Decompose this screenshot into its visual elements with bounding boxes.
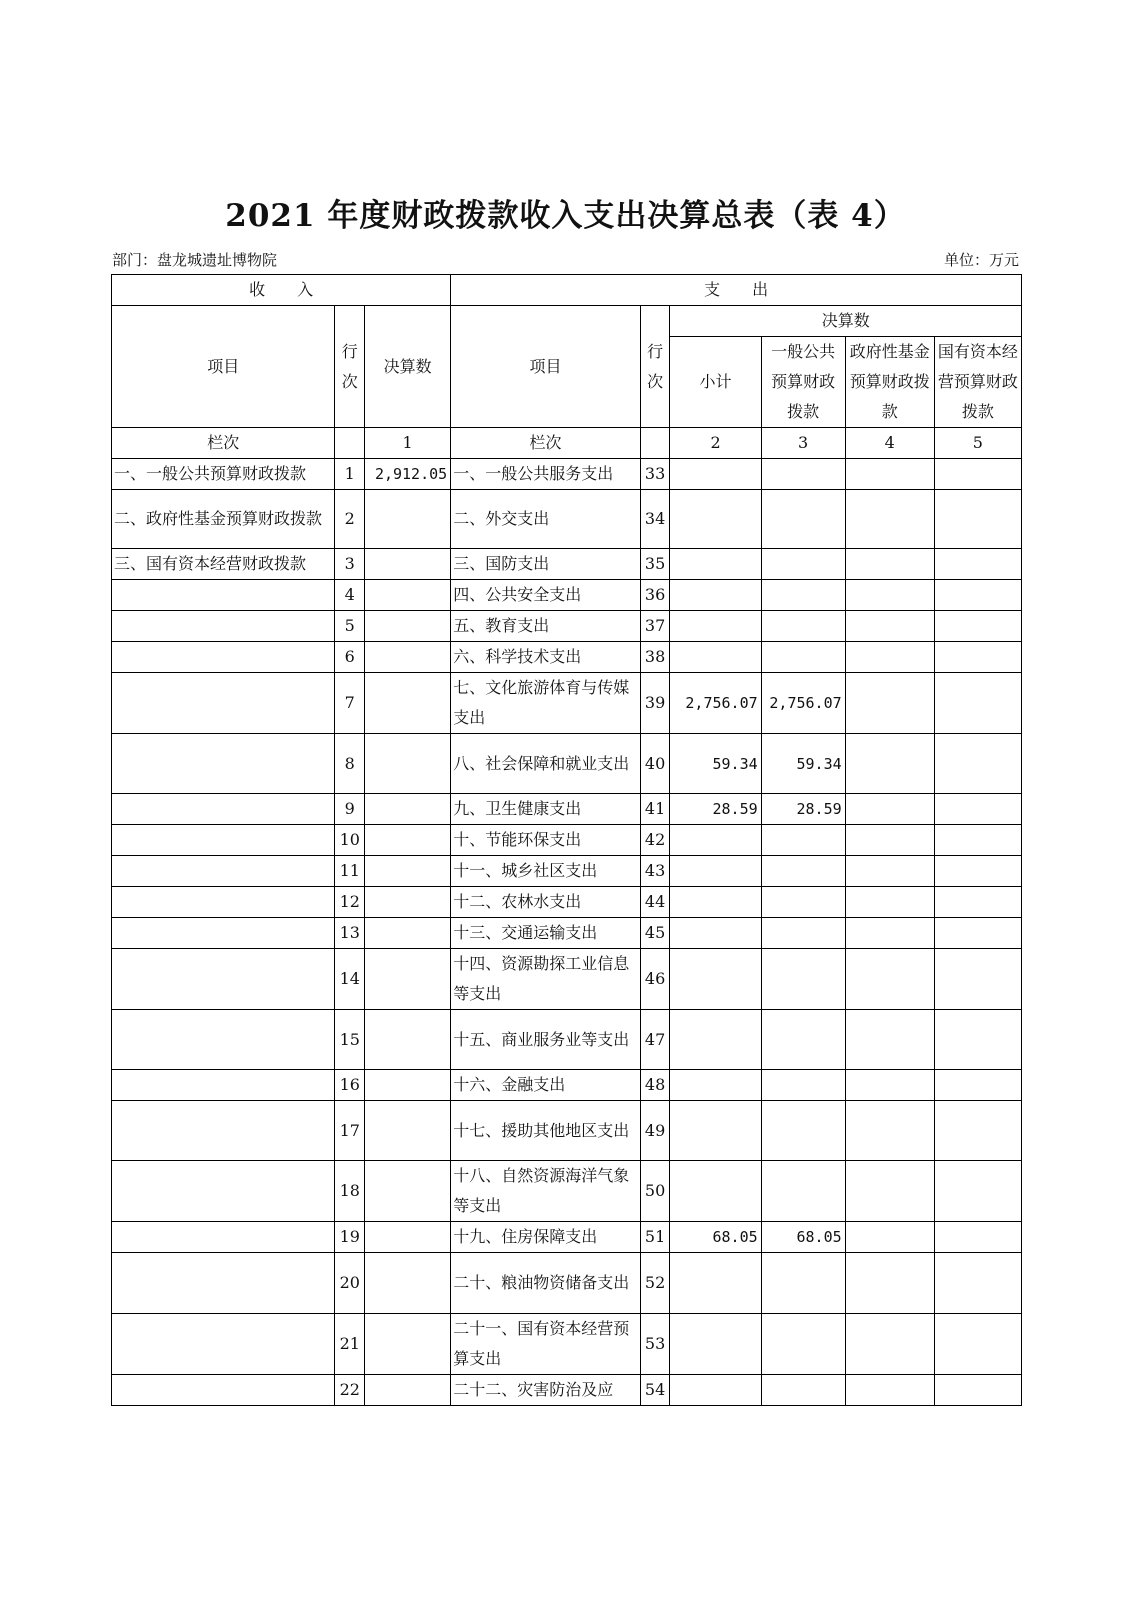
income-item-cell <box>112 611 335 642</box>
income-item-cell <box>112 1222 335 1253</box>
income-amount-cell <box>365 611 451 642</box>
expense-row-no-cell: 50 <box>640 1161 670 1222</box>
general-budget-cell: 59.34 <box>761 734 845 794</box>
income-row-no-cell: 5 <box>335 611 365 642</box>
general-budget-cell <box>761 1314 845 1375</box>
expense-item-cell: 三、国防支出 <box>451 549 641 580</box>
expense-item-cell: 十七、援助其他地区支出 <box>451 1101 641 1161</box>
table-row <box>112 949 1022 1010</box>
income-item-cell: 三、国有资本经营财政拨款 <box>112 549 335 580</box>
subtotal-cell <box>670 549 761 580</box>
column-index-expense-label: 栏次 <box>451 428 641 459</box>
income-amount-cell <box>365 949 451 1010</box>
column-index-5: 5 <box>934 428 1021 459</box>
income-row-no-cell: 15 <box>335 1010 365 1070</box>
state-capital-cell <box>934 949 1021 1010</box>
income-amount-cell <box>365 1161 451 1222</box>
general-budget-cell <box>761 1070 845 1101</box>
table-row <box>112 1375 1022 1406</box>
income-amount-cell <box>365 580 451 611</box>
subtotal-cell <box>670 1070 761 1101</box>
table-row <box>112 673 1022 734</box>
state-capital-cell <box>934 794 1021 825</box>
expense-row-no-cell: 44 <box>640 887 670 918</box>
expense-row-no-cell: 34 <box>640 490 670 549</box>
state-capital-header: 国有资本经营预算财政拨款 <box>934 337 1021 428</box>
income-row-no-cell: 2 <box>335 490 365 549</box>
income-item-cell: 二、政府性基金预算财政拨款 <box>112 490 335 549</box>
expense-row-no-cell: 49 <box>640 1101 670 1161</box>
income-amount-cell <box>365 1222 451 1253</box>
general-budget-cell <box>761 1010 845 1070</box>
subtotal-cell <box>670 1010 761 1070</box>
gov-fund-cell <box>845 825 934 856</box>
table-row <box>112 1222 1022 1253</box>
income-row-no-cell: 11 <box>335 856 365 887</box>
subtotal-cell <box>670 642 761 673</box>
gov-fund-cell <box>845 918 934 949</box>
income-item-cell <box>112 673 335 734</box>
income-row-no-cell: 9 <box>335 794 365 825</box>
income-amount-cell <box>365 490 451 549</box>
income-item-cell <box>112 856 335 887</box>
income-amount-cell <box>365 825 451 856</box>
income-row-no-cell: 19 <box>335 1222 365 1253</box>
expense-item-cell: 十五、商业服务业等支出 <box>451 1010 641 1070</box>
table-row <box>112 1010 1022 1070</box>
income-item-cell <box>112 887 335 918</box>
income-amount-header: 决算数 <box>365 306 451 428</box>
expense-item-cell: 二十二、灾害防治及应 <box>451 1375 641 1406</box>
expense-row-no-cell: 47 <box>640 1010 670 1070</box>
expense-row-no-cell: 41 <box>640 794 670 825</box>
column-index-2: 2 <box>670 428 761 459</box>
state-capital-cell <box>934 673 1021 734</box>
income-row-no-cell: 12 <box>335 887 365 918</box>
income-amount-cell <box>365 549 451 580</box>
subtotal-cell <box>670 856 761 887</box>
gov-fund-cell <box>845 1161 934 1222</box>
general-budget-cell <box>761 1161 845 1222</box>
state-capital-cell <box>934 1222 1021 1253</box>
state-capital-cell <box>934 549 1021 580</box>
gov-fund-cell <box>845 549 934 580</box>
gov-fund-cell <box>845 734 934 794</box>
expense-item-cell: 四、公共安全支出 <box>451 580 641 611</box>
income-row-no-cell: 4 <box>335 580 365 611</box>
table-row <box>112 856 1022 887</box>
expense-row-no-cell: 42 <box>640 825 670 856</box>
state-capital-cell <box>934 1253 1021 1314</box>
gov-fund-cell <box>845 611 934 642</box>
gov-fund-cell <box>845 580 934 611</box>
subtotal-cell: 2,756.07 <box>670 673 761 734</box>
gov-fund-cell <box>845 856 934 887</box>
department-label: 部门：盘龙城遗址博物院 <box>112 251 278 269</box>
income-amount-cell <box>365 1253 451 1314</box>
general-budget-cell <box>761 949 845 1010</box>
expense-row-no-cell: 37 <box>640 611 670 642</box>
expense-item-cell: 七、文化旅游体育与传媒支出 <box>451 673 641 734</box>
income-item-cell <box>112 1314 335 1375</box>
income-row-no-cell: 1 <box>335 459 365 490</box>
income-amount-cell <box>365 918 451 949</box>
gov-fund-cell <box>845 1375 934 1406</box>
subtotal-cell: 28.59 <box>670 794 761 825</box>
budget-summary-table <box>111 274 1022 1406</box>
expense-item-cell: 十二、农林水支出 <box>451 887 641 918</box>
income-item-cell <box>112 734 335 794</box>
table-row <box>112 642 1022 673</box>
gov-fund-cell <box>845 1314 934 1375</box>
gov-fund-cell <box>845 1101 934 1161</box>
expense-row-no-cell: 54 <box>640 1375 670 1406</box>
income-item-cell <box>112 794 335 825</box>
general-budget-cell <box>761 642 845 673</box>
general-budget-cell <box>761 490 845 549</box>
expense-row-no-cell: 33 <box>640 459 670 490</box>
income-row-no-cell: 6 <box>335 642 365 673</box>
general-budget-cell <box>761 549 845 580</box>
state-capital-cell <box>934 825 1021 856</box>
table-row <box>112 1101 1022 1161</box>
income-item-cell <box>112 1010 335 1070</box>
expense-item-cell: 八、社会保障和就业支出 <box>451 734 641 794</box>
general-budget-cell <box>761 459 845 490</box>
expense-item-cell: 十、节能环保支出 <box>451 825 641 856</box>
general-budget-cell <box>761 1101 845 1161</box>
state-capital-cell <box>934 1070 1021 1101</box>
income-item-header: 项目 <box>112 306 335 428</box>
table-row <box>112 794 1022 825</box>
general-budget-cell <box>761 856 845 887</box>
income-header: 收 入 <box>112 275 451 306</box>
table-row <box>112 580 1022 611</box>
table-row <box>112 887 1022 918</box>
income-item-cell <box>112 580 335 611</box>
gov-fund-cell <box>845 1222 934 1253</box>
general-budget-cell: 68.05 <box>761 1222 845 1253</box>
column-index-blank-2 <box>640 428 670 459</box>
column-index-label: 栏次 <box>112 428 335 459</box>
income-item-cell <box>112 949 335 1010</box>
expense-row-no-cell: 48 <box>640 1070 670 1101</box>
income-row-no-cell: 7 <box>335 673 365 734</box>
income-row-no-header: 行次 <box>335 306 365 428</box>
income-item-cell <box>112 1253 335 1314</box>
state-capital-cell <box>934 1010 1021 1070</box>
table-row <box>112 549 1022 580</box>
gov-fund-cell <box>845 794 934 825</box>
table-row <box>112 490 1022 549</box>
unit-label: 单位：万元 <box>943 251 1019 269</box>
expense-row-no-cell: 43 <box>640 856 670 887</box>
subtotal-cell <box>670 1161 761 1222</box>
subtotal-cell <box>670 1101 761 1161</box>
expense-item-cell: 六、科学技术支出 <box>451 642 641 673</box>
income-item-cell <box>112 1070 335 1101</box>
income-row-no-cell: 13 <box>335 918 365 949</box>
income-amount-cell: 2,912.05 <box>365 459 451 490</box>
income-item-cell <box>112 825 335 856</box>
table-row <box>112 611 1022 642</box>
gov-fund-cell <box>845 642 934 673</box>
gov-fund-cell <box>845 673 934 734</box>
income-amount-cell <box>365 642 451 673</box>
income-row-no-cell: 20 <box>335 1253 365 1314</box>
income-item-cell <box>112 1101 335 1161</box>
expense-item-cell: 二、外交支出 <box>451 490 641 549</box>
income-amount-cell <box>365 1010 451 1070</box>
state-capital-cell <box>934 1375 1021 1406</box>
table-row <box>112 734 1022 794</box>
income-amount-cell <box>365 1070 451 1101</box>
general-budget-cell <box>761 1375 845 1406</box>
state-capital-cell <box>934 1161 1021 1222</box>
gov-fund-cell <box>845 459 934 490</box>
gov-fund-header: 政府性基金预算财政拨款 <box>845 337 934 428</box>
income-amount-cell <box>365 794 451 825</box>
expense-header: 支 出 <box>451 275 1022 306</box>
state-capital-cell <box>934 856 1021 887</box>
table-row <box>112 1070 1022 1101</box>
income-item-cell <box>112 1375 335 1406</box>
gov-fund-cell <box>845 1253 934 1314</box>
income-amount-cell <box>365 856 451 887</box>
expense-item-cell: 十三、交通运输支出 <box>451 918 641 949</box>
column-index-1: 1 <box>365 428 451 459</box>
expense-row-no-cell: 46 <box>640 949 670 1010</box>
subtotal-cell: 68.05 <box>670 1222 761 1253</box>
state-capital-cell <box>934 459 1021 490</box>
income-item-cell: 一、一般公共预算财政拨款 <box>112 459 335 490</box>
subtotal-cell <box>670 949 761 1010</box>
general-budget-header: 一般公共预算财政拨款 <box>761 337 845 428</box>
income-amount-cell <box>365 673 451 734</box>
income-amount-cell <box>365 1375 451 1406</box>
table-row <box>112 1161 1022 1222</box>
income-row-no-cell: 14 <box>335 949 365 1010</box>
subtotal-cell <box>670 887 761 918</box>
state-capital-cell <box>934 580 1021 611</box>
expense-row-no-cell: 40 <box>640 734 670 794</box>
expense-item-cell: 五、教育支出 <box>451 611 641 642</box>
general-budget-cell: 2,756.07 <box>761 673 845 734</box>
state-capital-cell <box>934 1101 1021 1161</box>
expense-row-no-cell: 52 <box>640 1253 670 1314</box>
expense-row-no-header: 行次 <box>640 306 670 428</box>
state-capital-cell <box>934 918 1021 949</box>
expense-row-no-cell: 53 <box>640 1314 670 1375</box>
income-item-cell <box>112 642 335 673</box>
general-budget-cell <box>761 1253 845 1314</box>
expense-row-no-cell: 51 <box>640 1222 670 1253</box>
income-amount-cell <box>365 1314 451 1375</box>
subtotal-cell <box>670 490 761 549</box>
expense-item-cell: 九、卫生健康支出 <box>451 794 641 825</box>
income-item-cell <box>112 918 335 949</box>
income-row-no-cell: 16 <box>335 1070 365 1101</box>
gov-fund-cell <box>845 887 934 918</box>
income-row-no-cell: 22 <box>335 1375 365 1406</box>
expense-item-cell: 二十一、国有资本经营预算支出 <box>451 1314 641 1375</box>
subtotal-cell <box>670 459 761 490</box>
subtotal-cell <box>670 611 761 642</box>
gov-fund-cell <box>845 949 934 1010</box>
state-capital-cell <box>934 490 1021 549</box>
expense-item-header: 项目 <box>451 306 641 428</box>
expense-item-cell: 十八、自然资源海洋气象等支出 <box>451 1161 641 1222</box>
expense-item-cell: 十一、城乡社区支出 <box>451 856 641 887</box>
income-amount-cell <box>365 887 451 918</box>
gov-fund-cell <box>845 490 934 549</box>
column-index-blank <box>335 428 365 459</box>
state-capital-cell <box>934 887 1021 918</box>
gov-fund-cell <box>845 1010 934 1070</box>
expense-item-cell: 十六、金融支出 <box>451 1070 641 1101</box>
general-budget-cell <box>761 918 845 949</box>
income-row-no-cell: 8 <box>335 734 365 794</box>
subtotal-cell <box>670 1314 761 1375</box>
expense-row-no-cell: 36 <box>640 580 670 611</box>
state-capital-cell <box>934 642 1021 673</box>
subtotal-cell <box>670 918 761 949</box>
expense-row-no-cell: 35 <box>640 549 670 580</box>
subtotal-cell <box>670 580 761 611</box>
income-row-no-cell: 21 <box>335 1314 365 1375</box>
general-budget-cell: 28.59 <box>761 794 845 825</box>
subtotal-cell: 59.34 <box>670 734 761 794</box>
subtotal-cell <box>670 1253 761 1314</box>
state-capital-cell <box>934 734 1021 794</box>
state-capital-cell <box>934 611 1021 642</box>
general-budget-cell <box>761 611 845 642</box>
gov-fund-cell <box>845 1070 934 1101</box>
expense-row-no-cell: 38 <box>640 642 670 673</box>
expense-item-cell: 十九、住房保障支出 <box>451 1222 641 1253</box>
expense-row-no-cell: 39 <box>640 673 670 734</box>
final-amount-group-header: 决算数 <box>670 306 1022 337</box>
income-row-no-cell: 3 <box>335 549 365 580</box>
state-capital-cell <box>934 1314 1021 1375</box>
subtotal-cell <box>670 1375 761 1406</box>
table-row <box>112 1253 1022 1314</box>
income-amount-cell <box>365 734 451 794</box>
income-row-no-cell: 17 <box>335 1101 365 1161</box>
page-title: 2021 年度财政拨款收入支出决算总表（表 4） <box>225 198 906 234</box>
expense-row-no-cell: 45 <box>640 918 670 949</box>
column-index-3: 3 <box>761 428 845 459</box>
expense-item-cell: 二十、粮油物资储备支出 <box>451 1253 641 1314</box>
general-budget-cell <box>761 580 845 611</box>
table-row <box>112 918 1022 949</box>
expense-item-cell: 十四、资源勘探工业信息等支出 <box>451 949 641 1010</box>
expense-item-cell: 一、一般公共服务支出 <box>451 459 641 490</box>
income-row-no-cell: 18 <box>335 1161 365 1222</box>
subtotal-cell <box>670 825 761 856</box>
table-row <box>112 825 1022 856</box>
column-index-4: 4 <box>845 428 934 459</box>
subtotal-header: 小计 <box>670 337 761 428</box>
income-item-cell <box>112 1161 335 1222</box>
table-row <box>112 459 1022 490</box>
general-budget-cell <box>761 825 845 856</box>
income-row-no-cell: 10 <box>335 825 365 856</box>
income-amount-cell <box>365 1101 451 1161</box>
general-budget-cell <box>761 887 845 918</box>
table-row <box>112 1314 1022 1375</box>
